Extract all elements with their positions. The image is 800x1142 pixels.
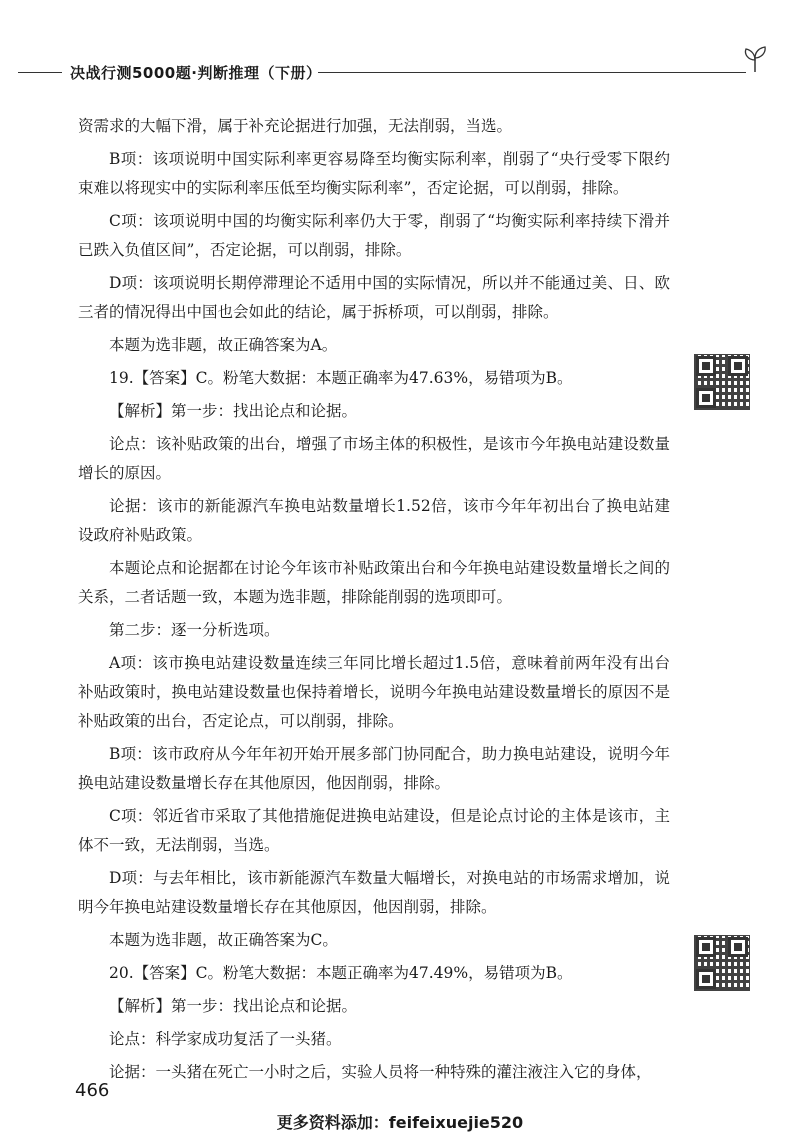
paragraph: D项：该项说明长期停滞理论不适用中国的实际情况，所以并不能通过美、日、欧三者的情况得出中国也会如此的结论，属于拆桥项，可以削弱，排除。 [78, 274, 670, 321]
paragraph: D项：与去年相比，该市新能源汽车数量大幅增长，对换电站的市场需求增加，说明今年换电站建设数量增长存在其他原因，他因削弱，排除。 [78, 869, 670, 916]
paragraph: 论点：该补贴政策的出台，增强了市场主体的积极性，是该市今年换电站建设数量增长的原因。 [78, 435, 670, 482]
paragraph: 资需求的大幅下滑，属于补充论据进行加强，无法削弱，当选。 [78, 117, 513, 135]
paragraph: B项：该市政府从今年年初开始开展多部门协同配合，助力换电站建设，说明今年换电站建设数量增长存在其他原因，他因削弱，排除。 [78, 745, 670, 792]
answer-line-20: 20.【答案】C。粉笔大数据：本题正确率为47.49%，易错项为B。 [109, 964, 573, 982]
header-rule-right [318, 72, 746, 73]
paragraph: 本题为选非题，故正确答案为C。 [109, 931, 338, 949]
paragraph: 第二步：逐一分析选项。 [109, 621, 280, 639]
paragraph: 本题为选非题，故正确答案为A。 [109, 336, 338, 354]
answer-line-19: 19.【答案】C。粉笔大数据：本题正确率为47.63%，易错项为B。 [109, 369, 573, 387]
paragraph: 本题论点和论据都在讨论今年该市补贴政策出台和今年换电站建设数量增长之间的关系，二者话题一致，本题为选非题，排除能削弱的选项即可。 [78, 559, 670, 606]
paragraph: 论据：一头猪在死亡一小时之后，实验人员将一种特殊的灌注液注入它的身体， [109, 1063, 652, 1081]
paragraph: B项：该项说明中国实际利率更容易降至均衡实际利率，削弱了“央行受零下限约束难以将现实中的实际利率压低至均衡实际利率”，否定论据，可以削弱，排除。 [78, 150, 670, 197]
paragraph: 论据：该市的新能源汽车换电站数量增长1.52倍，该市今年年初出台了换电站建设政府补贴政策。 [78, 497, 670, 544]
book-title: 决战行测5000题·判断推理（下册） [70, 64, 322, 82]
paragraph: C项：邻近省市采取了其他措施促进换电站建设，但是论点讨论的主体是该市，主体不一致，无法削弱，当选。 [78, 807, 670, 854]
running-header [18, 62, 758, 82]
paragraph: C项：该项说明中国的均衡实际利率仍大于零，削弱了“均衡实际利率持续下滑并已跌入负值区间”，否定论据，可以削弱，排除。 [78, 212, 670, 259]
page-number: 466 [75, 1080, 110, 1101]
paragraph: 【解析】第一步：找出论点和论据。 [109, 997, 358, 1015]
qr-code-20 [694, 935, 750, 991]
explanation-body [78, 112, 670, 1091]
qr-code-19 [694, 354, 750, 410]
paragraph: A项：该市换电站建设数量连续三年同比增长超过1.5倍，意味着前两年没有出台补贴政策时，换电站建设数量也保持着增长，说明今年换电站建设数量增长的原因不是补贴政策的出台，否定论点，可以削弱，排除。 [78, 654, 670, 730]
paragraph: 论点：科学家成功复活了一头猪。 [109, 1030, 342, 1048]
footer-note: 更多资料添加：feifeixuejie520 [276, 1113, 524, 1132]
paragraph: 【解析】第一步：找出论点和论据。 [109, 402, 358, 420]
sprout-icon [740, 44, 770, 74]
header-rule-left [18, 72, 62, 73]
